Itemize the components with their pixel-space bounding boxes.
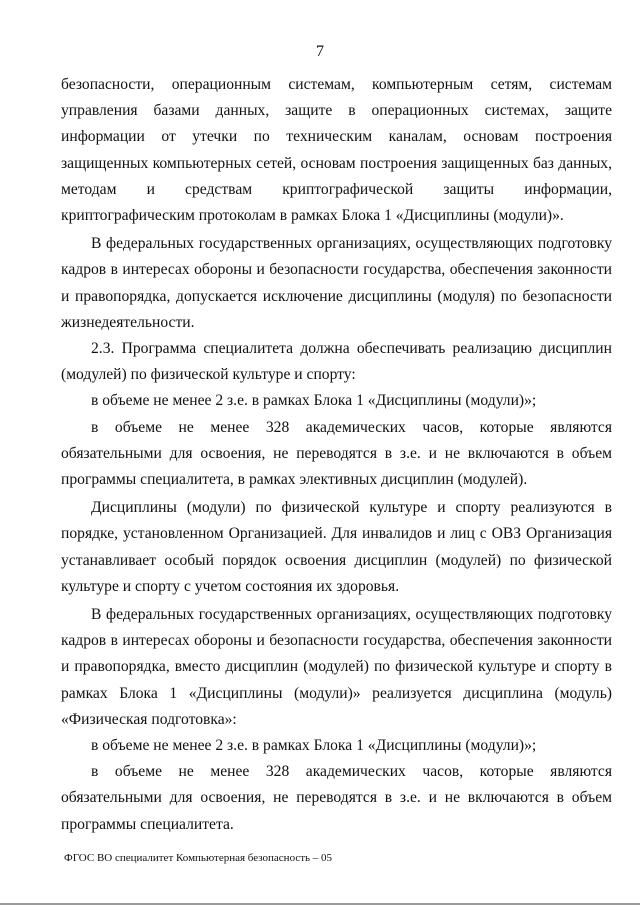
paragraph-continuation: безопасности, операционным системам, компьютерным сетям, системам управления базами данных, защите в операционных системах, защите информации от утечки по техническим каналам, основам построения защищенных компьютерных сетей, основам построения защищенных баз данных, методам и средствам криптографической защиты информации, криптографическим протоколам в рамках Блока 1 «Дисциплины (модули)».	[61, 76, 612, 225]
paragraph-disciplines-order: Дисциплины (модули) по физической культуре и спорту реализуются в порядке, установленном Организацией. Для инвалидов и лиц с ОВЗ Организация устанавливает особый порядок освоения дисциплин (модулей) по физической культуре и спорту с учетом состояния их здоровья.	[61, 499, 612, 595]
paragraph-defense-organizations-bzh: В федеральных государственных организациях, осуществляющих подготовку кадров в интересах обороны и безопасности государства, обеспечения законности и правопорядка, допускается исключение дисциплины (модуля) по безопасности жизнедеятельности.	[61, 235, 612, 331]
paragraph-volume-328-hours: в объеме не менее 328 академических часов, которые являются обязательными для освоения, не переводятся в з.е. и не включаются в объем программы специалитета, в рамках элективных дисциплин (модулей).	[61, 418, 612, 489]
page-number: 7	[316, 43, 324, 60]
page-footer: ФГОС ВО специалитет Компьютерная безопасность – 05	[64, 852, 333, 864]
paragraph-volume-328-hours-second: в объеме не менее 328 академических часов, которые являются обязательными для освоения, не переводятся в з.е. и не включаются в объем программы специалитета.	[61, 763, 612, 833]
paragraph-volume-2-ze: в объеме не менее 2 з.е. в рамках Блока 1 «Дисциплины (модули)»;	[91, 392, 537, 410]
paragraph-volume-2-ze-second: в объеме не менее 2 з.е. в рамках Блока 1 «Дисциплины (модули)»;	[91, 737, 537, 755]
paragraph-physical-training: В федеральных государственных организациях, осуществляющих подготовку кадров в интересах обороны и безопасности государства, обеспечения законности и правопорядка, вместо дисциплин (модулей) по физической культуре и спорту в рамках Блока 1 «Дисциплины (модули)» реализуется дисциплина (модуль) «Физическая подготовка»:	[61, 606, 612, 728]
paragraph-2-3-program: 2.3. Программа специалитета должна обеспечивать реализацию дисциплин (модулей) по физической культуре и спорту:	[61, 340, 612, 384]
document-body	[61, 72, 612, 838]
